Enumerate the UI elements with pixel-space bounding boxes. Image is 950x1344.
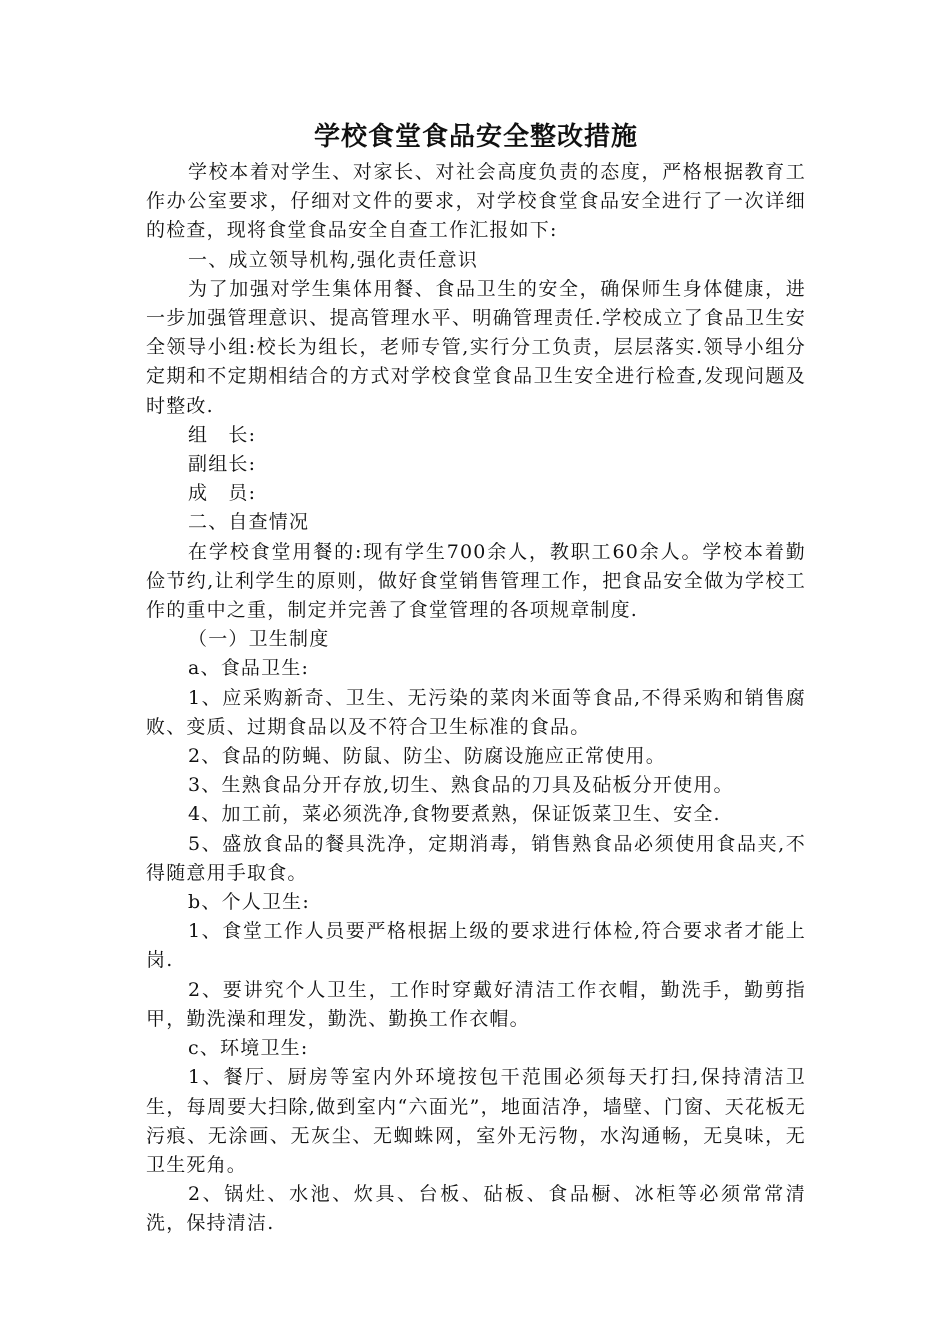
- item-heading-environment-hygiene: c、环境卫生:: [188, 1037, 309, 1060]
- item-heading-food-hygiene: a、食品卫生:: [188, 657, 310, 680]
- role-members: 成 员:: [188, 482, 257, 505]
- document-title: 学校食堂食品安全整改措施: [313, 122, 638, 152]
- list-item: 1、应采购新奇、卫生、无污染的菜肉米面等食品,不得采购和销售腐败、变质、过期食品以及不符合卫生标准的食品。: [146, 686, 806, 738]
- role-deputy-leader: 副组长:: [188, 453, 257, 476]
- list-item: 1、食堂工作人员要严格根据上级的要求进行体检,符合要求者才能上岗.: [146, 920, 806, 972]
- list-item: 3、生熟食品分开存放,切生、熟食品的刀具及砧板分开使用。: [188, 774, 734, 797]
- paragraph-self-check: 在学校食堂用餐的:现有学生700余人，教职工60余人。学校本着勤俭节约,让利学生的原则，做好食堂销售管理工作，把食品安全做为学校工作的重中之重，制定并完善了食堂管理的各项规章制度.: [146, 540, 806, 622]
- document-page: [146, 118, 806, 1239]
- section-heading-1: 一、成立领导机构,强化责任意识: [188, 248, 479, 271]
- section-heading-2: 二、自查情况: [188, 511, 310, 534]
- paragraph-intro: 学校本着对学生、对家长、对社会高度负责的态度，严格根据教育工作办公室要求，仔细对文件的要求，对学校食堂食品安全进行了一次详细的检查，现将食堂食品安全自查工作汇报如下:: [146, 161, 806, 242]
- list-item: 2、食品的防蝇、防鼠、防尘、防腐设施应正常使用。: [188, 745, 666, 768]
- item-heading-personal-hygiene: b、个人卫生:: [188, 891, 310, 914]
- list-item: 4、加工前，菜必须洗净,食物要煮熟，保证饭菜卫生、安全.: [188, 803, 721, 826]
- list-item: 2、要讲究个人卫生，工作时穿戴好清洁工作衣帽，勤洗手，勤剪指甲，勤洗澡和理发，勤洗、勤换工作衣帽。: [146, 978, 806, 1030]
- paragraph-leadership: 为了加强对学生集体用餐、食品卫生的安全，确保师生身体健康，进一步加强管理意识、提高管理水平、明确管理责任.学校成立了食品卫生安全领导小组:校长为组长，老师专管,实行分工负责，层层落实.领导小组分定期和不定期相结合的方式对学校食堂食品卫生安全进行检查,发现问题及时整改.: [146, 277, 806, 417]
- list-item: 1、餐厅、厨房等室内外环境按包干范围必须每天打扫,保持清洁卫生，每周要大扫除,做到室内“六面光”，地面洁净，墙壁、门窗、天花板无污痕、无涂画、无灰尘、无蜘蛛网，室外无污物，水沟通畅，无臭味，无卫生死角。: [146, 1066, 806, 1176]
- list-item: 5、盛放食品的餐具洗净，定期消毒，销售熟食品必须使用食品夹,不得随意用手取食。: [146, 832, 806, 884]
- role-leader: 组 长:: [188, 423, 257, 446]
- list-item: 2、锅灶、水池、炊具、台板、砧板、食品橱、冰柜等必须常常清洗，保持清洁.: [146, 1183, 806, 1235]
- subsection-hygiene-system: （一）卫生制度: [188, 628, 330, 651]
